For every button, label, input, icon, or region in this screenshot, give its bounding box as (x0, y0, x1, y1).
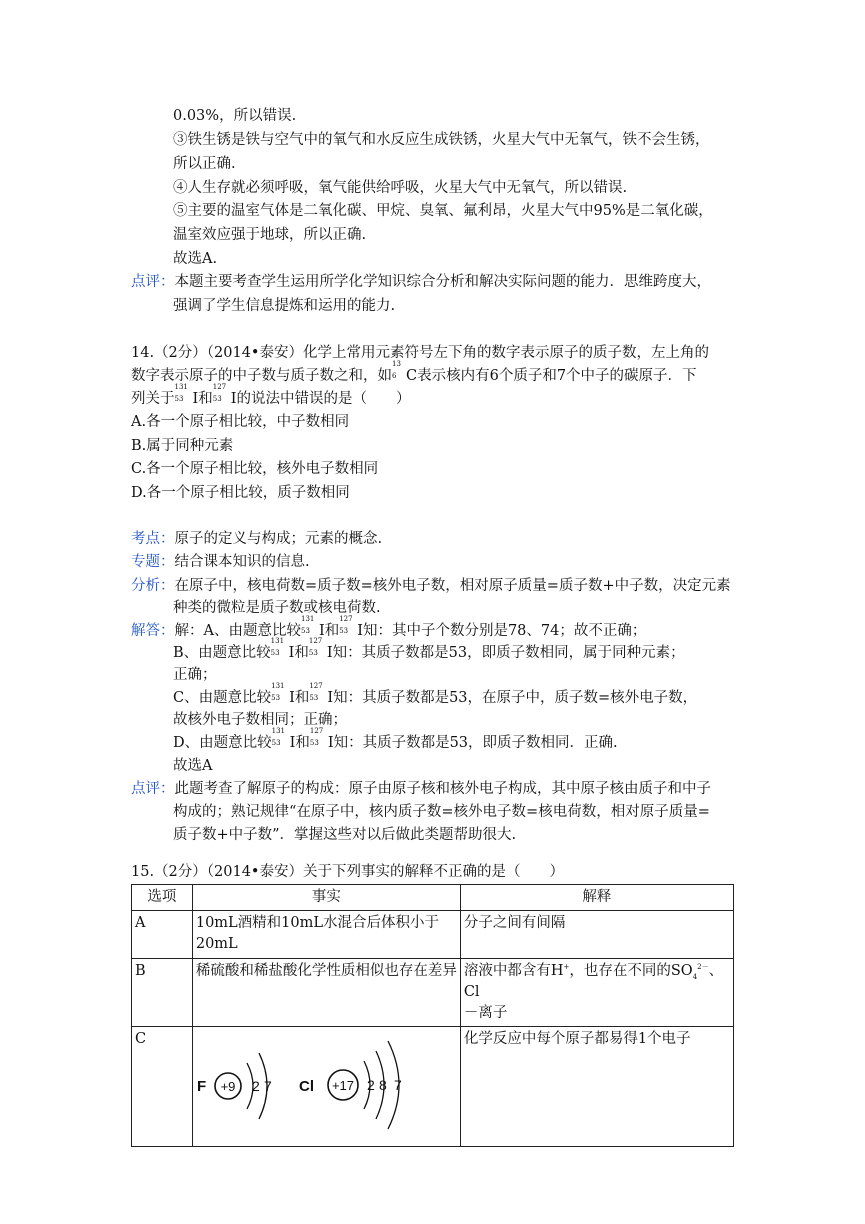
row-b-explanation: 溶液中都含有H+，也存在不同的$SO_4^{2-}$、Cl －离子 (460, 959, 733, 1027)
table-row (132, 959, 734, 1027)
header-option: 选项 (132, 885, 193, 911)
atom-structure-diagram (193, 1027, 459, 1139)
table-header-row (132, 885, 734, 911)
cl-core-charge: +17 (331, 1078, 354, 1093)
prev-answer: 故选A. (173, 251, 218, 267)
q14-solution-a: 解答：解：A、由题意比较 131 53 I和 127 53 I知：其中子个数分别是78、74；故不正确； (131, 615, 647, 639)
f-shell-1: 2 (251, 1078, 260, 1094)
q14-kaodian: 考点：原子的定义与构成；元素的概念. (131, 531, 383, 547)
f-shell-2: 7 (263, 1078, 272, 1094)
q14-solution-b: B、由题意比较 131 53 I和 127 53 I知：其质子数都是53，即质子数相同，属于同种元素； (173, 637, 685, 661)
q15-table (131, 884, 734, 1147)
row-c-explanation: 化学反应中每个原子都易得1个电子 (460, 1027, 733, 1147)
table-row (132, 1027, 734, 1147)
row-a-option: A (132, 911, 193, 959)
comment-tag: 点评： (131, 274, 175, 290)
row-c-fact (192, 1027, 460, 1147)
header-fact: 事实 (192, 885, 460, 911)
q14-solution-d: D、由题意比较 131 53 I和 127 53 I知：其质子数都是53，即质子数相同．正确. (173, 727, 618, 751)
isotope-c13: 13 6 (392, 360, 401, 380)
cl-symbol: Cl (298, 1078, 314, 1095)
q14-stem-1: 14.（2分）（2014•泰安）化学上常用元素符号左下角的数字表示原子的质子数，左上角的 (131, 345, 709, 361)
f-symbol: F (196, 1078, 207, 1095)
q14-stem-2: 数字表示原子的中子数与质子数之和，如 13 6 C表示核内有6个质子和7个中子的碳原子．下 (131, 360, 697, 384)
q14-comment-3: 质子数+中子数”．掌握这些对以后做此类题帮助很大. (173, 827, 517, 843)
q14-comment-1: 点评：此题考查了解原子的构成：原子由原子核和核外电子构成，其中原子核由质子和中子 (131, 781, 711, 797)
q14-solution-c: C、由题意比较 131 53 I和 127 53 I知：其质子数都是53，在原子中，质子数=核外电子数， (173, 682, 698, 706)
cl-shell-3: 7 (393, 1077, 402, 1093)
q14-stem-3: 列关于 131 53 I和 127 53 I的说法中错误的是（ ） (131, 383, 411, 407)
q15-stem: 15.（2分）（2014•泰安）关于下列事实的解释不正确的是（ ） (131, 864, 564, 880)
prev-line-2: ③铁生锈是铁与空气中的氧气和水反应生成铁锈，火星大气中无氧气，铁不会生锈， (173, 132, 710, 148)
q14-analysis-2: 种类的微粒是质子数或核电荷数. (173, 600, 381, 616)
prev-comment-2: 强调了学生信息提炼和运用的能力. (173, 298, 396, 314)
prev-line-5: ⑤主要的温室气体是二氧化碳、甲烷、臭氧、氟利昂，火星大气中95%是二氧化碳， (173, 203, 713, 219)
row-c-option: C (132, 1027, 193, 1147)
q14-option-d: D.各一个原子相比较，质子数相同 (131, 485, 350, 501)
prev-line-1: 0.03%，所以错误. (173, 108, 297, 124)
row-a-explanation: 分子之间有间隔 (460, 911, 733, 959)
row-b-fact: 稀硫酸和稀盐酸化学性质相似也存在差异 (192, 959, 460, 1027)
q14-option-c: C.各一个原子相比较，核外电子数相同 (131, 461, 379, 477)
isotope-i131: 131 53 (174, 383, 188, 403)
q14-comment-2: 构成的；熟记规律“在原子中，核内质子数=核外电子数=核电荷数，相对原子质量= (173, 804, 710, 820)
f-core-charge: +9 (220, 1079, 236, 1094)
prev-comment: 点评：本题主要考查学生运用所学化学知识综合分析和解决实际问题的能力．思维跨度大， (131, 274, 711, 290)
row-b-option: B (132, 959, 193, 1027)
q14-solution-c-2: 故核外电子数相同；正确； (173, 712, 347, 728)
prev-line-3: 所以正确. (173, 156, 236, 172)
q14-option-b: B.属于同种元素 (131, 438, 234, 454)
cl-shell-1: 2 (366, 1077, 375, 1093)
q14-zhuanti: 专题：结合课本知识的信息. (131, 554, 310, 570)
q14-solution-b-2: 正确； (173, 667, 217, 683)
prev-line-6: 温室效应强于地球，所以正确. (173, 227, 367, 243)
q14-answer: 故选A (173, 758, 213, 774)
cl-shell-2: 8 (378, 1077, 387, 1093)
header-explanation: 解释 (460, 885, 733, 911)
q14-analysis-1: 分析：在原子中，核电荷数=质子数=核外电子数，相对原子质量=质子数+中子数，决定元素 (131, 578, 731, 594)
row-a-fact: 10mL酒精和10mL水混合后体积小于20mL (192, 911, 460, 959)
table-row (132, 911, 734, 959)
q14-option-a: A.各一个原子相比较，中子数相同 (131, 414, 350, 430)
isotope-i127: 127 53 (212, 383, 227, 403)
prev-line-4: ④人生存就必须呼吸，氧气能供给呼吸，火星大气中无氧气，所以错误. (173, 180, 628, 196)
